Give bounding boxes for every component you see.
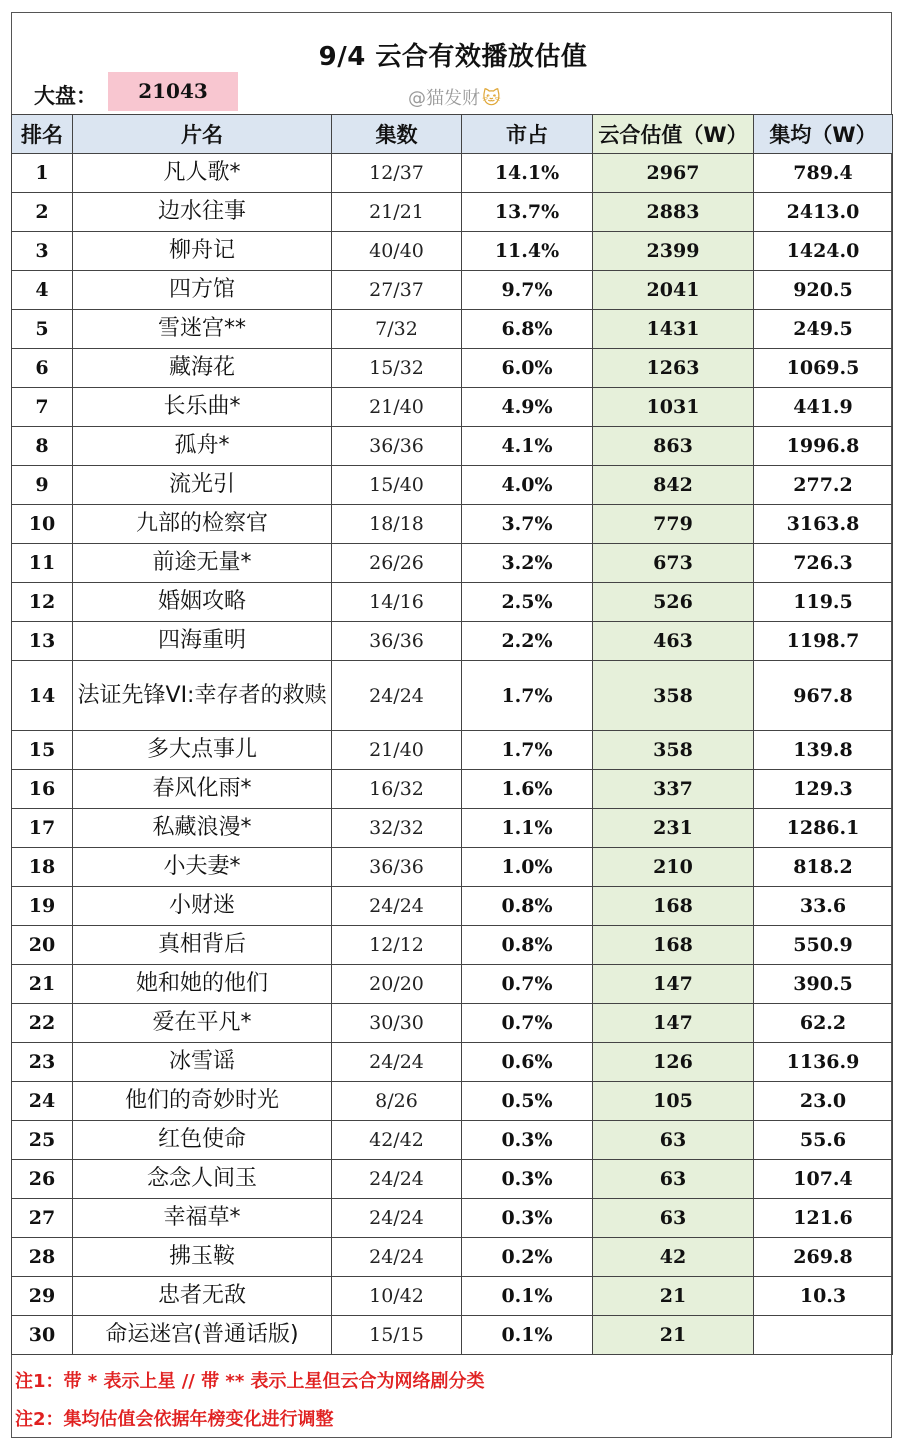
cell-estimate: 21 — [593, 1316, 754, 1355]
cell-share: 1.7% — [462, 661, 593, 731]
cell-rank: 26 — [12, 1160, 73, 1199]
cell-average: 119.5 — [754, 583, 893, 622]
cell-share: 0.3% — [462, 1121, 593, 1160]
cell-title: 孤舟* — [73, 427, 332, 466]
cell-rank: 30 — [12, 1316, 73, 1355]
cell-share: 0.8% — [462, 926, 593, 965]
cell-title: 拂玉鞍 — [73, 1238, 332, 1277]
cell-episodes: 24/24 — [332, 1160, 462, 1199]
cell-share: 0.6% — [462, 1043, 593, 1082]
cell-rank: 11 — [12, 544, 73, 583]
table-row — [12, 731, 893, 770]
cell-rank: 25 — [12, 1121, 73, 1160]
cell-title: 长乐曲* — [73, 388, 332, 427]
cell-estimate: 463 — [593, 622, 754, 661]
cell-share: 2.2% — [462, 622, 593, 661]
cell-share: 4.9% — [462, 388, 593, 427]
watermark-text: @猫发财 — [408, 88, 480, 109]
cell-share: 0.1% — [462, 1316, 593, 1355]
cell-episodes: 36/36 — [332, 622, 462, 661]
cell-average: 269.8 — [754, 1238, 893, 1277]
cell-estimate: 126 — [593, 1043, 754, 1082]
cell-average: 390.5 — [754, 965, 893, 1004]
cell-rank: 18 — [12, 848, 73, 887]
table-row — [12, 1199, 893, 1238]
cell-title: 柳舟记 — [73, 232, 332, 271]
cell-share: 0.1% — [462, 1277, 593, 1316]
cell-episodes: 16/32 — [332, 770, 462, 809]
cell-average: 249.5 — [754, 310, 893, 349]
cell-rank: 20 — [12, 926, 73, 965]
cell-title: 边水往事 — [73, 193, 332, 232]
cell-average: 1996.8 — [754, 427, 893, 466]
cell-share: 1.6% — [462, 770, 593, 809]
table-row — [12, 271, 893, 310]
table-row — [12, 505, 893, 544]
cell-average: 62.2 — [754, 1004, 893, 1043]
cell-share: 1.1% — [462, 809, 593, 848]
cell-share: 1.0% — [462, 848, 593, 887]
col-header-average: 集均（W） — [754, 115, 893, 154]
market-total-value: 21043 — [108, 72, 238, 111]
page-title: 9/4 云合有效播放估值 — [318, 42, 588, 72]
cell-rank: 4 — [12, 271, 73, 310]
cell-share: 6.0% — [462, 349, 593, 388]
cell-title: 凡人歌* — [73, 154, 332, 193]
notes — [11, 1363, 892, 1439]
cell-share: 1.7% — [462, 731, 593, 770]
cell-share: 13.7% — [462, 193, 593, 232]
cell-average: 10.3 — [754, 1277, 893, 1316]
cell-share: 0.5% — [462, 1082, 593, 1121]
cell-share: 0.8% — [462, 887, 593, 926]
cell-average: 23.0 — [754, 1082, 893, 1121]
cell-average: 33.6 — [754, 887, 893, 926]
cell-share: 6.8% — [462, 310, 593, 349]
cell-rank: 19 — [12, 887, 73, 926]
cell-rank: 13 — [12, 622, 73, 661]
cell-average: 2413.0 — [754, 193, 893, 232]
cell-estimate: 863 — [593, 427, 754, 466]
cell-rank: 5 — [12, 310, 73, 349]
cell-episodes: 14/16 — [332, 583, 462, 622]
cell-estimate: 147 — [593, 965, 754, 1004]
cell-title: 小财迷 — [73, 887, 332, 926]
cell-episodes: 40/40 — [332, 232, 462, 271]
note-1: 注1：带 * 表示上星 // 带 ** 表示上星但云合为网络剧分类 — [15, 1371, 485, 1392]
cell-episodes: 20/20 — [332, 965, 462, 1004]
cell-episodes: 24/24 — [332, 887, 462, 926]
cell-rank: 3 — [12, 232, 73, 271]
table-row — [12, 232, 893, 271]
cell-estimate: 63 — [593, 1121, 754, 1160]
table-row — [12, 926, 893, 965]
table-row — [12, 1277, 893, 1316]
cell-average: 3163.8 — [754, 505, 893, 544]
table-row — [12, 661, 893, 731]
cell-episodes: 24/24 — [332, 661, 462, 731]
cell-estimate: 1431 — [593, 310, 754, 349]
cell-episodes: 24/24 — [332, 1043, 462, 1082]
cell-average: 726.3 — [754, 544, 893, 583]
cell-title: 忠者无敌 — [73, 1277, 332, 1316]
cell-rank: 22 — [12, 1004, 73, 1043]
table-row — [12, 1238, 893, 1277]
cell-title: 冰雪谣 — [73, 1043, 332, 1082]
col-header-estimate: 云合估值（W） — [593, 115, 754, 154]
col-header-title: 片名 — [73, 115, 332, 154]
cell-episodes: 15/32 — [332, 349, 462, 388]
cell-share: 9.7% — [462, 271, 593, 310]
cell-average: 1136.9 — [754, 1043, 893, 1082]
cell-share: 4.0% — [462, 466, 593, 505]
cell-share: 0.7% — [462, 965, 593, 1004]
cell-share: 2.5% — [462, 583, 593, 622]
cell-estimate: 358 — [593, 661, 754, 731]
cell-title: 他们的奇妙时光 — [73, 1082, 332, 1121]
cell-episodes: 21/40 — [332, 731, 462, 770]
cell-share: 4.1% — [462, 427, 593, 466]
cell-episodes: 26/26 — [332, 544, 462, 583]
cell-rank: 28 — [12, 1238, 73, 1277]
ranking-table — [11, 114, 893, 1355]
cell-share: 0.2% — [462, 1238, 593, 1277]
cell-episodes: 24/24 — [332, 1238, 462, 1277]
cell-episodes: 18/18 — [332, 505, 462, 544]
cell-share: 0.3% — [462, 1160, 593, 1199]
table-row — [12, 622, 893, 661]
table-row — [12, 349, 893, 388]
cell-estimate: 21 — [593, 1277, 754, 1316]
cell-title: 法证先锋VI:幸存者的救赎 — [73, 661, 332, 731]
cell-title: 藏海花 — [73, 349, 332, 388]
cell-rank: 27 — [12, 1199, 73, 1238]
cell-rank: 14 — [12, 661, 73, 731]
table-row — [12, 770, 893, 809]
cell-estimate: 526 — [593, 583, 754, 622]
table-row — [12, 583, 893, 622]
cell-episodes: 24/24 — [332, 1199, 462, 1238]
cell-share: 3.7% — [462, 505, 593, 544]
cell-estimate: 63 — [593, 1199, 754, 1238]
cell-title: 四海重明 — [73, 622, 332, 661]
table-row — [12, 848, 893, 887]
cell-title: 真相背后 — [73, 926, 332, 965]
cell-title: 雪迷宫** — [73, 310, 332, 349]
cell-title: 私藏浪漫* — [73, 809, 332, 848]
table-row — [12, 809, 893, 848]
cell-rank: 17 — [12, 809, 73, 848]
cell-rank: 15 — [12, 731, 73, 770]
cell-average: 121.6 — [754, 1199, 893, 1238]
cell-title: 小夫妻* — [73, 848, 332, 887]
cell-title: 婚姻攻略 — [73, 583, 332, 622]
cell-rank: 12 — [12, 583, 73, 622]
table-row — [12, 310, 893, 349]
table-row — [12, 1082, 893, 1121]
cell-episodes: 21/21 — [332, 193, 462, 232]
table-row — [12, 965, 893, 1004]
cell-title: 她和她的他们 — [73, 965, 332, 1004]
cell-episodes: 15/15 — [332, 1316, 462, 1355]
cell-average: 1069.5 — [754, 349, 893, 388]
cell-estimate: 231 — [593, 809, 754, 848]
cell-average: 1198.7 — [754, 622, 893, 661]
cell-share: 14.1% — [462, 154, 593, 193]
table-row — [12, 887, 893, 926]
table-row — [12, 193, 893, 232]
table-row — [12, 427, 893, 466]
cell-rank: 6 — [12, 349, 73, 388]
table-row — [12, 544, 893, 583]
cell-rank: 21 — [12, 965, 73, 1004]
cell-episodes: 32/32 — [332, 809, 462, 848]
cell-estimate: 2967 — [593, 154, 754, 193]
cell-average: 789.4 — [754, 154, 893, 193]
table-row — [12, 466, 893, 505]
cell-title: 爱在平凡* — [73, 1004, 332, 1043]
cell-rank: 1 — [12, 154, 73, 193]
cell-share: 0.3% — [462, 1199, 593, 1238]
cell-episodes: 21/40 — [332, 388, 462, 427]
col-header-episodes: 集数 — [332, 115, 462, 154]
cell-average: 550.9 — [754, 926, 893, 965]
cell-episodes: 10/42 — [332, 1277, 462, 1316]
table-row — [12, 1004, 893, 1043]
table-row — [12, 1160, 893, 1199]
cell-estimate: 168 — [593, 926, 754, 965]
cell-estimate: 337 — [593, 770, 754, 809]
cell-estimate: 2399 — [593, 232, 754, 271]
cat-face-icon: 🐱 — [482, 88, 501, 109]
cell-title: 红色使命 — [73, 1121, 332, 1160]
cell-episodes: 7/32 — [332, 310, 462, 349]
cell-estimate: 63 — [593, 1160, 754, 1199]
table-row — [12, 1043, 893, 1082]
table-row — [12, 154, 893, 193]
col-header-rank: 排名 — [12, 115, 73, 154]
cell-average: 1424.0 — [754, 232, 893, 271]
cell-share: 0.7% — [462, 1004, 593, 1043]
cell-estimate: 842 — [593, 466, 754, 505]
cell-episodes: 27/37 — [332, 271, 462, 310]
cell-average: 920.5 — [754, 271, 893, 310]
cell-episodes: 36/36 — [332, 427, 462, 466]
cell-title: 前途无量* — [73, 544, 332, 583]
cell-rank: 9 — [12, 466, 73, 505]
cell-estimate: 1263 — [593, 349, 754, 388]
cell-estimate: 358 — [593, 731, 754, 770]
cell-episodes: 42/42 — [332, 1121, 462, 1160]
cell-title: 念念人间玉 — [73, 1160, 332, 1199]
cell-average: 129.3 — [754, 770, 893, 809]
table-row — [12, 388, 893, 427]
cell-estimate: 147 — [593, 1004, 754, 1043]
cell-share: 11.4% — [462, 232, 593, 271]
cell-estimate: 1031 — [593, 388, 754, 427]
cell-estimate: 779 — [593, 505, 754, 544]
cell-episodes: 8/26 — [332, 1082, 462, 1121]
cell-title: 多大点事儿 — [73, 731, 332, 770]
cell-average: 107.4 — [754, 1160, 893, 1199]
cell-title: 命运迷宫(普通话版) — [73, 1316, 332, 1355]
cell-rank: 29 — [12, 1277, 73, 1316]
cell-average: 1286.1 — [754, 809, 893, 848]
cell-estimate: 42 — [593, 1238, 754, 1277]
table-header-row — [12, 115, 893, 154]
cell-episodes: 36/36 — [332, 848, 462, 887]
cell-average: 441.9 — [754, 388, 893, 427]
cell-rank: 8 — [12, 427, 73, 466]
cell-title: 流光引 — [73, 466, 332, 505]
cell-rank: 2 — [12, 193, 73, 232]
cell-title: 九部的检察官 — [73, 505, 332, 544]
cell-rank: 23 — [12, 1043, 73, 1082]
cell-estimate: 673 — [593, 544, 754, 583]
cell-share: 3.2% — [462, 544, 593, 583]
table-row — [12, 1121, 893, 1160]
cell-title: 四方馆 — [73, 271, 332, 310]
cell-rank: 7 — [12, 388, 73, 427]
cell-episodes: 12/12 — [332, 926, 462, 965]
cell-estimate: 2041 — [593, 271, 754, 310]
cell-episodes: 12/37 — [332, 154, 462, 193]
table-row — [12, 1316, 893, 1355]
cell-average: 967.8 — [754, 661, 893, 731]
cell-average: 139.8 — [754, 731, 893, 770]
cell-average: 277.2 — [754, 466, 893, 505]
cell-average — [754, 1316, 893, 1355]
market-total-label: 大盘： — [34, 84, 97, 108]
cell-average: 55.6 — [754, 1121, 893, 1160]
watermark — [408, 84, 501, 110]
cell-title: 幸福草* — [73, 1199, 332, 1238]
cell-estimate: 168 — [593, 887, 754, 926]
cell-estimate: 210 — [593, 848, 754, 887]
cell-episodes: 15/40 — [332, 466, 462, 505]
col-header-share: 市占 — [462, 115, 593, 154]
cell-rank: 24 — [12, 1082, 73, 1121]
cell-estimate: 105 — [593, 1082, 754, 1121]
cell-title: 春风化雨* — [73, 770, 332, 809]
cell-rank: 16 — [12, 770, 73, 809]
cell-rank: 10 — [12, 505, 73, 544]
cell-episodes: 30/30 — [332, 1004, 462, 1043]
cell-average: 818.2 — [754, 848, 893, 887]
cell-estimate: 2883 — [593, 193, 754, 232]
note-2: 注2：集均估值会依据年榜变化进行调整 — [15, 1409, 334, 1430]
